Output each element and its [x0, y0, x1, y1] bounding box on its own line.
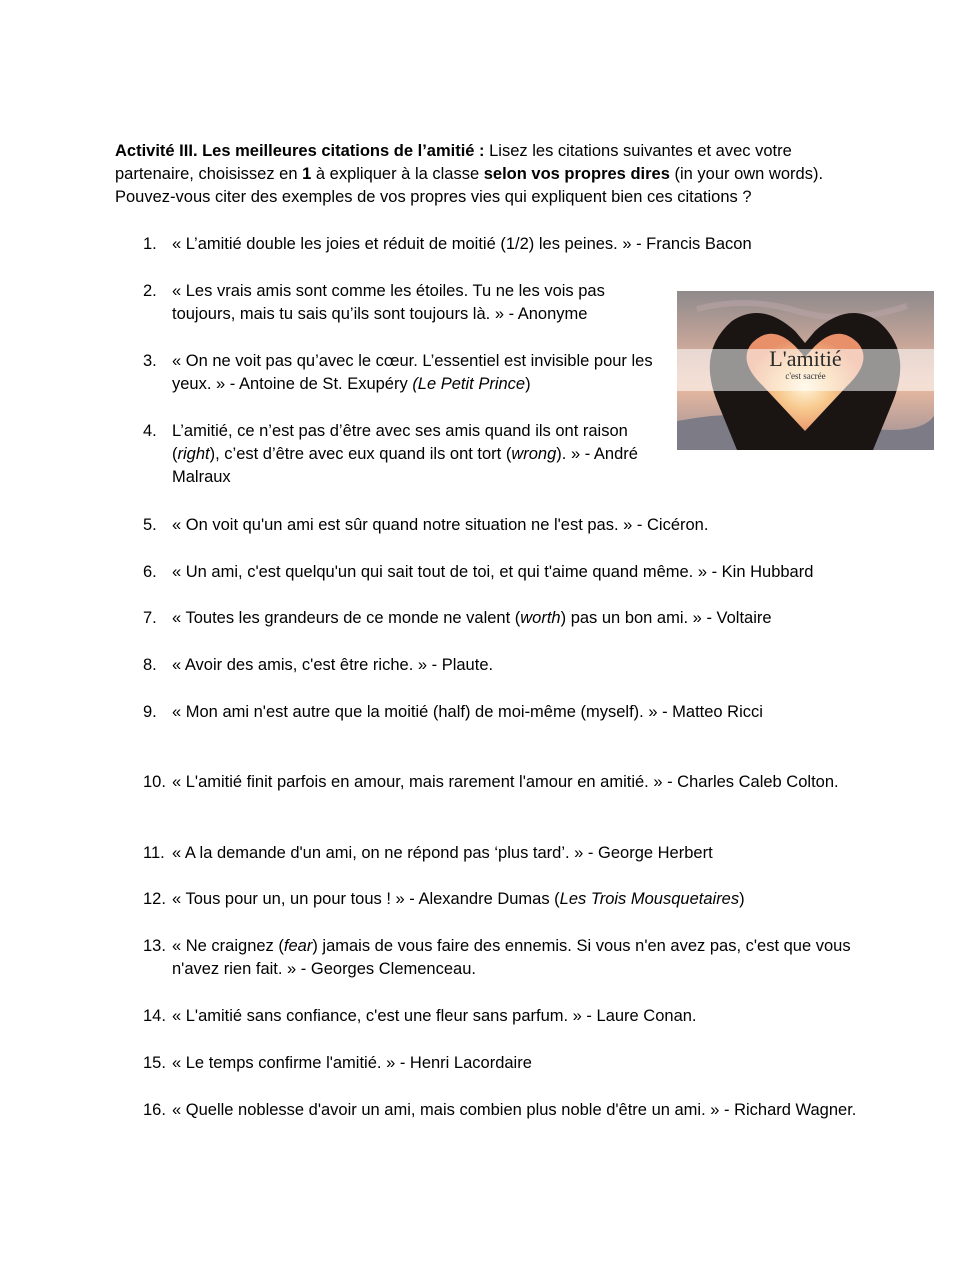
quote-number: 6. [143, 563, 157, 581]
quote-number: 14. [143, 1007, 166, 1025]
quote-item-1 [143, 233, 873, 256]
instructions-text-1: Lisez les citations suivantes et avec votre partenaire, choisissez en [115, 142, 792, 184]
quote-gloss: worth [520, 609, 561, 627]
quote-item-10 [143, 771, 873, 794]
quote-item-8 [143, 654, 873, 677]
friendship-heart-image [677, 291, 934, 450]
quote-number: 13. [143, 937, 166, 955]
quote-number: 5. [143, 516, 157, 534]
quote-text-part: « On ne voit pas qu’avec le cœur. L’essentiel est invisible pour les yeux. » - Antoine de St. Exupéry [172, 352, 653, 394]
quote-item-6 [143, 561, 873, 584]
quote-text: « Les vrais amis sont comme les étoiles. Tu ne les vois pas toujours, mais tu sais qu’ils sont toujours là. » - Anonyme [172, 282, 605, 324]
quote-item-15 [143, 1052, 873, 1075]
quote-number: 9. [143, 703, 157, 721]
quote-text [172, 888, 873, 911]
quote-text: « On voit qu'un ami est sûr quand notre situation ne l'est pas. » - Cicéron. [172, 516, 709, 534]
image-subtitle: c'est sacrée [785, 371, 826, 381]
quote-item-11 [143, 842, 873, 865]
quote-gloss: wrong [511, 445, 557, 464]
image-title: L'amitié [769, 346, 842, 371]
quote-item-2 [143, 280, 663, 326]
activity-title: Activité III. Les meilleures citations de l’amitié : [115, 142, 485, 160]
quote-book-title: (Le Petit Prince [412, 375, 526, 394]
quote-number: 16. [143, 1101, 166, 1119]
quote-number: 11. [143, 844, 165, 862]
quote-number: 1. [143, 235, 157, 253]
quote-number: 3. [143, 352, 157, 370]
quote-item-9 [143, 701, 873, 724]
quote-text-part: ) pas un bon ami. » - Voltaire [560, 609, 772, 627]
quote-text: « Quelle noblesse d'avoir un ami, mais combien plus noble d'être un ami. » - Richard Wagner. [172, 1101, 857, 1119]
quote-text: « L’amitié double les joies et réduit de moitié (1/2) les peines. » - Francis Bacon [172, 235, 752, 253]
quote-text-part: « Toutes les grandeurs de ce monde ne valent ( [172, 609, 521, 627]
quote-item-14 [143, 1005, 873, 1028]
quote-text-part: ), c’est d’être avec eux quand ils ont tort ( [209, 445, 512, 464]
quote-text-part: ) [525, 375, 531, 394]
activity-instructions [115, 140, 860, 210]
quote-text [172, 350, 663, 396]
quote-text [172, 935, 873, 981]
quote-gloss: fear [283, 937, 313, 955]
quote-item-5 [143, 514, 873, 537]
quote-text: « Un ami, c'est quelqu'un qui sait tout de toi, et qui t'aime quand même. » - Kin Hubbard [172, 563, 814, 581]
quote-item-7 [143, 607, 873, 630]
quote-number: 4. [143, 422, 157, 440]
quote-number: 12. [143, 890, 166, 908]
quote-gloss: right [177, 445, 210, 464]
instructions-count: 1 [302, 165, 312, 184]
quote-number: 10. [143, 773, 166, 791]
quote-text-part: « Ne craignez ( [172, 937, 284, 955]
quote-text-part: ). » - André Malraux [172, 445, 638, 487]
quote-text: « Le temps confirme l'amitié. » - Henri Lacordaire [172, 1054, 532, 1072]
quote-item-16 [143, 1099, 873, 1122]
quote-text-part: L’amitié, ce n’est pas d’être avec ses amis quand ils ont raison ( [172, 422, 628, 464]
quote-text [172, 420, 663, 490]
quote-text: « Avoir des amis, c'est être riche. » - Plaute. [172, 656, 494, 674]
quote-number: 7. [143, 609, 157, 627]
quote-text-part: ) [739, 890, 745, 908]
quote-book-title: Les Trois Mousquetaires [559, 890, 740, 908]
instructions-emphasis: selon vos propres dires [483, 165, 670, 184]
quote-text [172, 607, 873, 630]
quote-number: 2. [143, 282, 157, 300]
instructions-text-2: à expliquer à la classe [311, 165, 484, 184]
instructions-text-3: (in your own words). Pouvez-vous citer des exemples de vos propres vies qui expliquent bien ces citations ? [115, 165, 824, 207]
quote-text-part: ) jamais de vous faire des ennemis. Si vous n'en avez pas, c'est que vous n'avez rien fait. » - Georges Clemenceau. [172, 937, 851, 979]
quote-item-4 [143, 420, 663, 490]
quote-text-part: « Tous pour un, un pour tous ! » - Alexandre Dumas ( [172, 890, 560, 908]
quote-text: « L'amitié sans confiance, c'est une fleur sans parfum. » - Laure Conan. [172, 1007, 697, 1025]
quote-number: 15. [143, 1054, 166, 1072]
quote-item-3 [143, 350, 663, 396]
quote-number: 8. [143, 656, 157, 674]
quote-text: « L'amitié finit parfois en amour, mais rarement l'amour en amitié. » - Charles Caleb Colton. [172, 773, 839, 791]
quote-text: « Mon ami n'est autre que la moitié (half) de moi-même (myself). » - Matteo Ricci [172, 703, 763, 721]
quote-item-12 [143, 888, 873, 911]
quote-item-13 [143, 935, 873, 981]
quote-text: « A la demande d'un ami, on ne répond pas ‘plus tard’. » - George Herbert [172, 844, 713, 862]
